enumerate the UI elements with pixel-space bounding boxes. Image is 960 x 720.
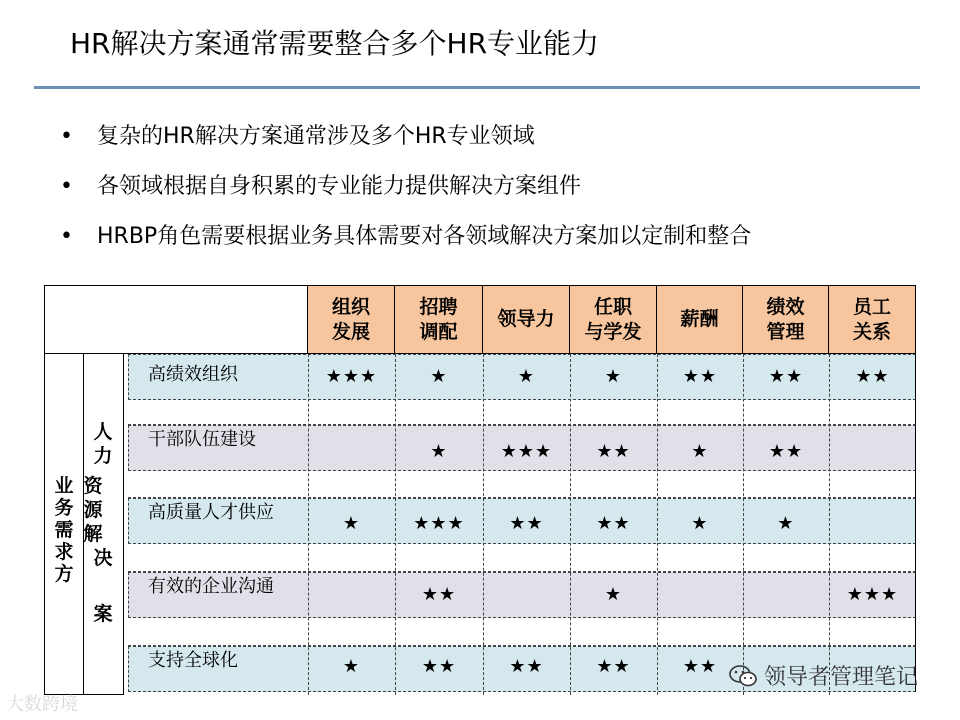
bullet-item: • 各领域根据自身积累的专业能力提供解决方案组件 [60,166,940,216]
star-rating: ★★ [768,441,804,462]
column-header-line1: 领导力 [497,308,555,330]
column-header-line1: 组织 [331,295,370,318]
inner-vertical-label-char: 案 [93,603,113,625]
row-label: 高质量人才供应 [148,502,274,523]
outer-vertical-label-char: 需 [54,519,74,541]
star-rating: ★ [430,366,448,387]
star-rating: ★★ [596,513,631,534]
star-rating: ★★ [421,584,457,605]
star-rating: ★★ [421,656,457,677]
star-rating: ★★★ [413,513,465,534]
star-rating: ★ [342,513,361,534]
row-label: 干部队伍建设 [148,429,256,450]
inner-vertical-label-char: 解 [83,523,103,545]
column-header-line2: 关系 [852,320,891,343]
column-header [743,285,829,354]
star-rating: ★★ [682,366,718,387]
inner-vertical-label-char: 源 [83,499,103,521]
wechat-icon [728,664,758,688]
column-header-line2: 调配 [419,320,458,343]
row-spacer [128,618,916,646]
column-header [657,285,743,354]
star-rating: ★★★ [325,366,378,387]
column-header-line1: 薪酬 [680,308,719,330]
star-rating: ★★ [855,366,890,387]
star-rating: ★★★ [500,441,553,462]
column-header-line1: 招聘 [419,295,458,318]
column-header-line1: 员工 [852,295,891,318]
star-rating: ★ [517,366,536,387]
row-spacer [128,400,916,425]
row-spacer [128,471,916,498]
column-header [308,285,395,354]
inner-vertical-label-char: 人 [93,421,113,443]
row-label: 有效的企业沟通 [148,576,274,597]
star-rating: ★ [691,513,709,534]
header-blank-cell [44,285,308,354]
star-rating: ★ [777,513,795,534]
star-rating: ★★ [596,441,631,462]
star-rating: ★ [691,441,709,462]
outer-vertical-label-char: 业 [54,475,74,497]
outer-vertical-label-char: 求 [54,541,74,563]
outer-vertical-label-char: 方 [54,563,74,585]
star-rating: ★★ [596,656,631,677]
column-header [395,285,483,354]
bullet-item: • 复杂的HR解决方案通常涉及多个HR专业领域 [60,116,940,166]
column-header-line2: 与学发 [584,320,642,343]
slide-title: HR解决方案通常需要整合多个HR专业能力 [70,27,600,60]
inner-vertical-label-char: 决 [93,547,113,569]
star-rating: ★★ [768,366,804,387]
star-rating: ★★ [682,656,718,677]
column-header [570,285,657,354]
outer-vertical-label-char: 务 [54,497,74,519]
column-divider [829,354,830,695]
column-header-line2: 发展 [331,320,370,343]
star-rating: ★ [604,366,623,387]
row-spacer [128,544,916,572]
star-rating: ★★ [509,513,544,534]
bullet-item: • HRBP角色需要根据业务具体需要对各领域解决方案加以定制和整合 [60,216,940,266]
bullet-dot-icon: • [60,124,73,149]
footer-watermark-right: 领导者管理笔记 [728,660,918,691]
star-rating: ★★ [509,656,544,677]
inner-vertical-label-char: 力 [93,445,113,467]
star-rating: ★ [430,441,448,462]
column-header-line1: 任职 [593,295,632,318]
capability-matrix-table [44,285,916,695]
title-divider [34,86,920,89]
bullet-dot-icon: • [60,224,73,249]
inner-vertical-label-char: 资 [83,475,103,497]
star-rating: ★ [604,584,623,605]
bullet-dot-icon: • [60,174,73,199]
bullet-list [60,116,940,266]
row-label: 支持全球化 [148,650,238,671]
footer-watermark-left: 大数跨境 [6,694,78,715]
star-rating: ★★★ [846,584,899,605]
column-header-line1: 绩效 [766,295,805,318]
row-label: 高绩效组织 [148,364,238,385]
column-header [483,285,570,354]
star-rating: ★ [342,656,361,677]
column-header [829,285,916,354]
column-header-line2: 管理 [766,320,805,343]
